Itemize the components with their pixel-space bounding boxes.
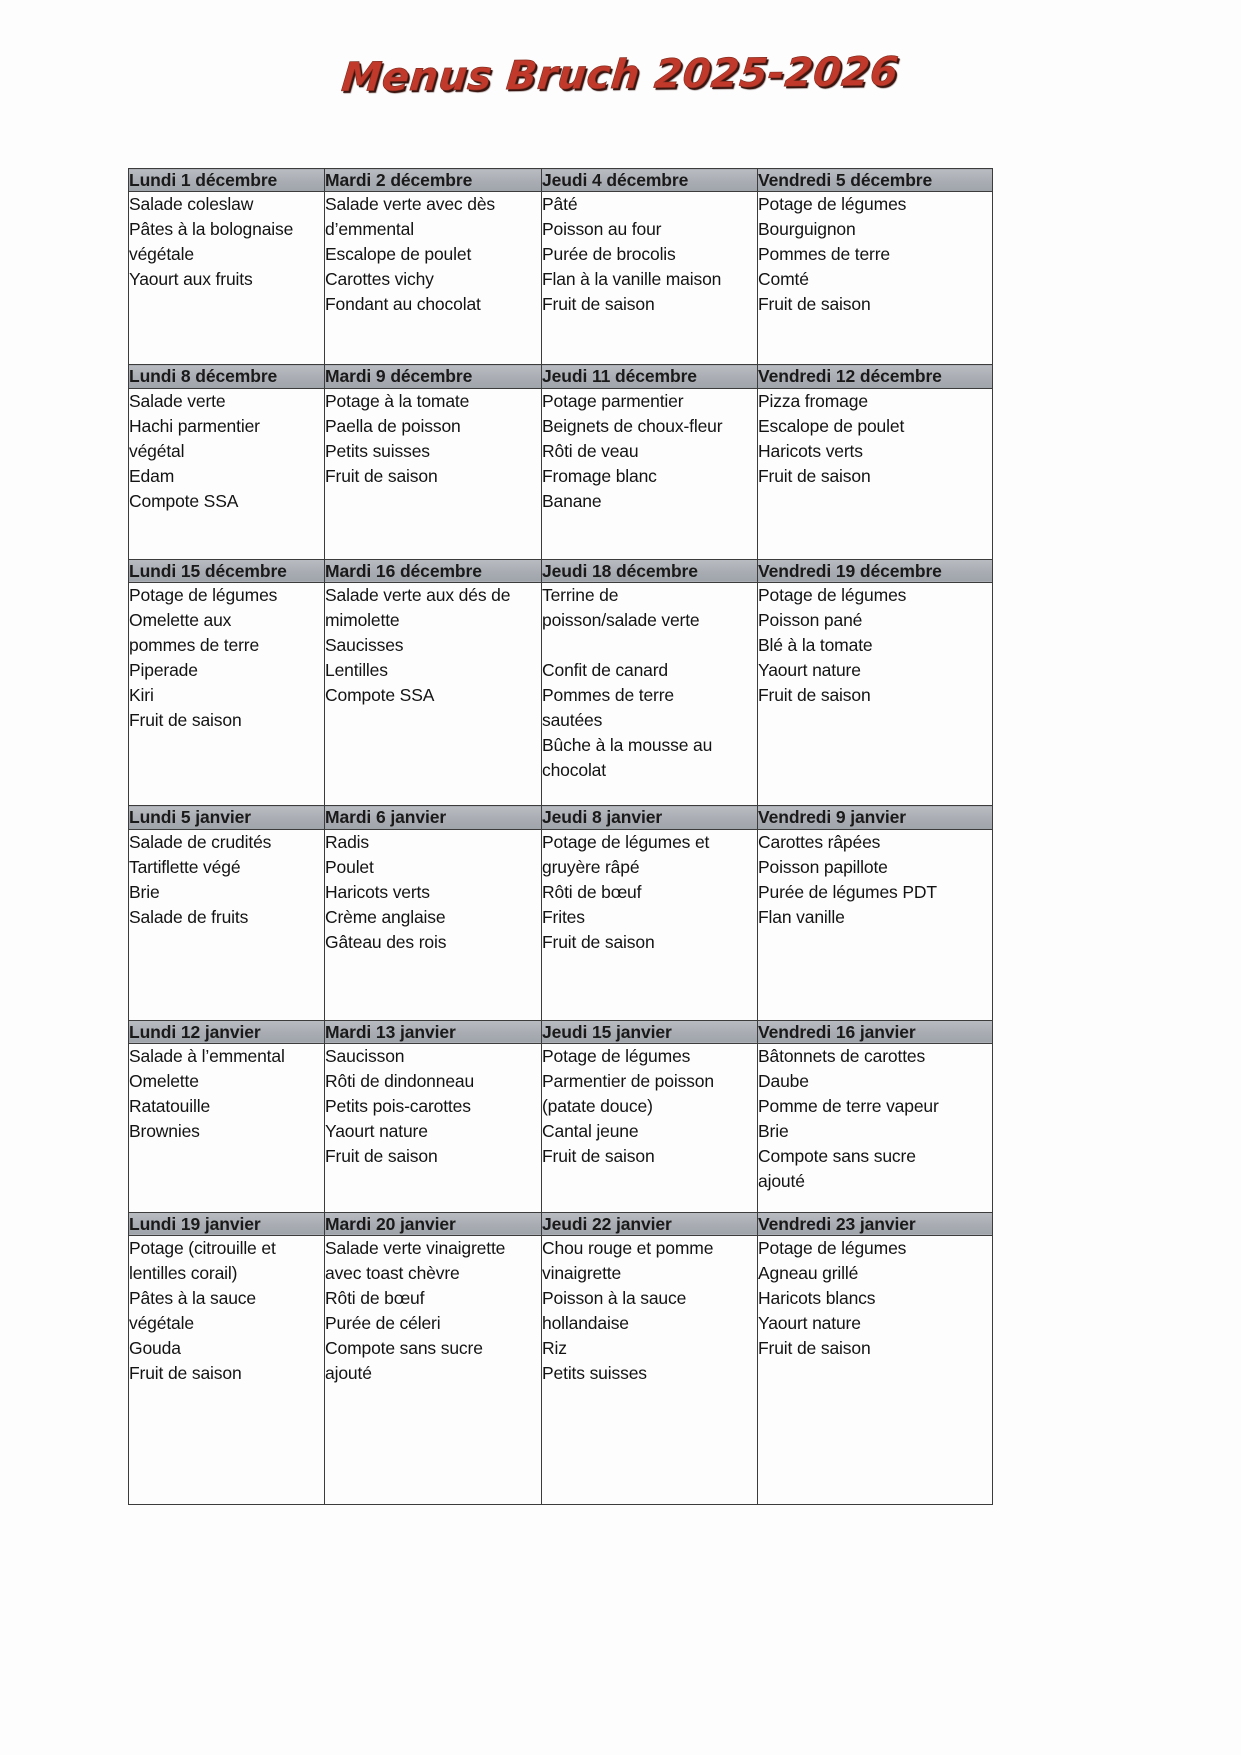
menu-item: Compote sans sucre: [325, 1338, 483, 1359]
menu-item: Agneau grillé: [758, 1263, 859, 1284]
day-menu-cell: [325, 583, 542, 806]
day-header-cell: [129, 559, 325, 582]
menu-item: Salade verte avec dès: [325, 194, 496, 215]
week-menu-row: [129, 1236, 993, 1505]
day-header-cell: [542, 806, 758, 829]
week-menu-row: [129, 192, 993, 365]
menu-item: Riz: [542, 1338, 567, 1359]
day-header-cell: [758, 1020, 993, 1043]
menu-item: Crème anglaise: [325, 906, 446, 927]
week-header-row: [129, 1020, 993, 1043]
day-header-cell: [129, 1212, 325, 1235]
menu-item: d’emmental: [325, 219, 414, 240]
day-header-cell: [325, 806, 542, 829]
menu-item: végétal: [129, 440, 185, 461]
menu-item: Salade de crudités: [129, 831, 272, 852]
menu-item: ajouté: [758, 1171, 805, 1192]
menu-item: Pizza fromage: [758, 390, 868, 411]
menu-item: Petits suisses: [542, 1363, 647, 1384]
day-header-label: Vendredi 19 décembre: [758, 560, 942, 581]
page-title: Menus Bruch 2025-2026: [339, 49, 902, 101]
menu-item: Salade de fruits: [129, 906, 249, 927]
menu-item: Brownies: [129, 1121, 200, 1141]
day-header-cell: [129, 365, 325, 388]
menu-item: Carottes râpées: [758, 831, 881, 852]
menu-item: Haricots blancs: [758, 1288, 876, 1309]
day-header-suffix: janvier: [395, 1213, 456, 1234]
week-header-row: [129, 365, 993, 388]
menu-item: Potage de légumes: [129, 585, 278, 606]
menu-item: Fruit de saison: [758, 1338, 871, 1359]
menu-item: Brie: [129, 881, 160, 902]
menu-item: Rôti de bœuf: [325, 1288, 425, 1309]
menu-item: Blé à la tomate: [758, 635, 873, 656]
day-header-label: Mardi 9 décembre: [325, 366, 473, 387]
day-header-label: Jeudi 8 janvier: [542, 807, 663, 828]
day-header-label: Jeudi 22 janvier: [542, 1213, 672, 1234]
menu-item: Saucisses: [325, 635, 404, 656]
day-menu-cell: [129, 829, 325, 1020]
day-header-date-number: 6: [375, 807, 386, 828]
menu-item: Petits pois-carottes: [325, 1095, 471, 1116]
day-header-cell: [758, 1212, 993, 1235]
day-header-cell: [542, 365, 758, 388]
week-menu-row: [129, 1043, 993, 1212]
day-header-cell: [758, 365, 993, 388]
menu-item: Kiri: [129, 685, 154, 706]
menu-item: Fruit de saison: [325, 1146, 438, 1167]
day-header-label: Vendredi 12 décembre: [758, 366, 942, 387]
day-header-cell: [758, 806, 993, 829]
day-header-cell: [758, 559, 993, 582]
menu-item: Potage de légumes: [758, 1238, 907, 1259]
menu-item: gruyère râpé: [542, 856, 640, 877]
week-menu-row: [129, 388, 993, 559]
menu-item: Haricots verts: [325, 881, 430, 902]
day-header-cell: [325, 1212, 542, 1235]
day-header-label: Jeudi 4 décembre: [542, 170, 689, 190]
menu-item: Fruit de saison: [758, 465, 871, 486]
menu-item: Tartiflette végé: [129, 856, 241, 877]
menu-item: Potage de légumes: [542, 1045, 691, 1066]
menu-item: Poisson papillote: [758, 856, 888, 877]
menu-table: [128, 168, 993, 1505]
menu-item: chocolat: [542, 760, 606, 781]
menu-item: Radis: [325, 831, 369, 852]
menu-item: Confit de canard: [542, 660, 669, 681]
day-menu-cell: [758, 583, 993, 806]
week-header-row: [129, 806, 993, 829]
day-menu-cell: [542, 192, 758, 365]
menu-item: Fondant au chocolat: [325, 294, 481, 315]
menu-spacer-line: [542, 633, 757, 658]
menu-item: Potage (citrouille et: [129, 1238, 276, 1259]
day-menu-cell: [542, 1236, 758, 1505]
menu-item: Salade verte: [129, 390, 226, 411]
day-header-label: Mardi 13 janvier: [325, 1021, 456, 1042]
day-menu-cell: [542, 1043, 758, 1212]
day-header-cell: [542, 1212, 758, 1235]
day-header-label: Jeudi 15 janvier: [542, 1021, 672, 1042]
menu-item: Yaourt nature: [325, 1121, 428, 1141]
day-header-label: Jeudi 18 décembre: [542, 560, 698, 581]
day-menu-cell: [129, 1236, 325, 1505]
menu-item: Banane: [542, 490, 602, 511]
menu-item: Fruit de saison: [758, 685, 871, 706]
day-menu-cell: [325, 1043, 542, 1212]
menu-item: Escalope de poulet: [758, 415, 905, 436]
menu-item: Brie: [758, 1121, 789, 1141]
menu-item: Fruit de saison: [542, 294, 655, 315]
menu-item: Pommes de terre: [542, 685, 674, 706]
menu-item: Fruit de saison: [758, 294, 871, 315]
day-menu-cell: [129, 192, 325, 365]
menu-item: Compote SSA: [129, 490, 239, 511]
menu-item: Rôti de bœuf: [542, 881, 642, 902]
day-menu-cell: [542, 829, 758, 1020]
menu-item: Saucisson: [325, 1045, 405, 1066]
day-header-cell: [542, 1020, 758, 1043]
menu-item: Salade verte vinaigrette: [325, 1238, 506, 1259]
day-menu-cell: [758, 192, 993, 365]
day-menu-cell: [325, 192, 542, 365]
menu-item: Potage de légumes et: [542, 831, 710, 852]
menu-item: Poisson pané: [758, 610, 863, 631]
menu-item: Rôti de veau: [542, 440, 639, 461]
menu-item: Flan à la vanille maison: [542, 269, 722, 290]
title-area: [0, 49, 1241, 101]
day-header-label: Lundi 15 décembre: [129, 560, 287, 581]
day-header-cell: [542, 169, 758, 192]
menu-item: pommes de terre: [129, 635, 260, 656]
menu-item: ajouté: [325, 1363, 372, 1384]
day-header-label: Lundi 12 janvier: [129, 1021, 261, 1042]
menu-item: Omelette: [129, 1070, 199, 1091]
menu-item: Pâtes à la bolognaise: [129, 219, 294, 240]
menu-item: Terrine de: [542, 585, 619, 606]
day-menu-cell: [758, 1043, 993, 1212]
day-header-label: Lundi 5 janvier: [129, 807, 251, 828]
day-header-cell: [325, 169, 542, 192]
menu-item: Rôti de dindonneau: [325, 1070, 475, 1091]
menu-item: Pâté: [542, 194, 578, 215]
menu-item: Pommes de terre: [758, 244, 890, 265]
menu-item: Bourguignon: [758, 219, 856, 240]
menu-item: Cantal jeune: [542, 1121, 639, 1141]
day-menu-cell: [542, 388, 758, 559]
day-header-label: Vendredi 9 janvier: [758, 807, 906, 828]
menu-item: Bûche à la mousse au: [542, 735, 713, 756]
menu-item: Compote SSA: [325, 685, 435, 706]
menu-item: Beignets de choux-fleur: [542, 415, 723, 436]
day-header-label: Vendredi 23 janvier: [758, 1213, 916, 1234]
menu-item: Edam: [129, 465, 175, 486]
day-menu-cell: [542, 583, 758, 806]
menu-item: lentilles corail): [129, 1263, 238, 1284]
week-header-row: [129, 169, 993, 192]
day-header-label: Lundi 19 janvier: [129, 1213, 261, 1234]
menu-item: Salade verte aux dés de: [325, 585, 511, 606]
menu-item: Chou rouge et pomme: [542, 1238, 714, 1259]
menu-item: vinaigrette: [542, 1263, 622, 1284]
day-header-cell: [129, 1020, 325, 1043]
menu-item: Parmentier de poisson: [542, 1070, 714, 1091]
day-menu-cell: [129, 1043, 325, 1212]
menu-item: Escalope de poulet: [325, 244, 472, 265]
menu-item: Fromage blanc: [542, 465, 657, 486]
menu-item: Fruit de saison: [542, 931, 655, 952]
day-header-cell: [325, 365, 542, 388]
day-menu-cell: [129, 388, 325, 559]
menu-item: Fruit de saison: [129, 1363, 242, 1384]
menu-item: (patate douce): [542, 1095, 653, 1116]
menu-item: Poisson au four: [542, 219, 662, 240]
day-menu-cell: [758, 1236, 993, 1505]
menu-item: Haricots verts: [758, 440, 863, 461]
week-header-row: [129, 1212, 993, 1235]
menu-item: Gouda: [129, 1338, 181, 1359]
menu-item: Salade coleslaw: [129, 194, 254, 215]
week-menu-row: [129, 583, 993, 806]
menu-item: Pomme de terre vapeur: [758, 1095, 939, 1116]
menu-item: Lentilles: [325, 660, 388, 681]
week-menu-row: [129, 829, 993, 1020]
day-header-label: Vendredi 5 décembre: [758, 170, 933, 190]
menu-item: Paella de poisson: [325, 415, 461, 436]
day-menu-cell: [325, 829, 542, 1020]
menu-item: Yaourt nature: [758, 660, 861, 681]
menu-item: Hachi parmentier: [129, 415, 260, 436]
day-header-label: Vendredi 16 janvier: [758, 1021, 916, 1042]
menu-item: Potage de légumes: [758, 585, 907, 606]
day-header-cell: [758, 169, 993, 192]
menu-item: Salade à l’emmental: [129, 1045, 285, 1066]
menu-item: sautées: [542, 710, 603, 731]
day-menu-cell: [758, 388, 993, 559]
menu-item: Purée de brocolis: [542, 244, 676, 265]
menu-item: Bâtonnets de carottes: [758, 1045, 926, 1066]
menu-item: Gâteau des rois: [325, 931, 447, 952]
day-header-label: Mardi 16 décembre: [325, 560, 482, 581]
day-menu-cell: [758, 829, 993, 1020]
menu-item: Daube: [758, 1070, 809, 1091]
menu-item: Potage à la tomate: [325, 390, 470, 411]
menu-item: Potage parmentier: [542, 390, 684, 411]
day-header-cell: [325, 1020, 542, 1043]
day-header-date-number: 20: [375, 1213, 396, 1234]
day-header-prefix: Mardi: [325, 807, 376, 828]
menu-item: Yaourt aux fruits: [129, 269, 253, 290]
day-header-label: Mardi 2 décembre: [325, 170, 473, 190]
menu-item: végétale: [129, 244, 194, 265]
menu-item: Fruit de saison: [542, 1146, 655, 1167]
menu-item: Fruit de saison: [129, 710, 242, 731]
day-menu-cell: [325, 388, 542, 559]
day-header-prefix: Mardi: [325, 1213, 376, 1234]
menu-item: Frites: [542, 906, 585, 927]
day-header-label: Jeudi 11 décembre: [542, 366, 697, 387]
menu-item: Potage de légumes: [758, 194, 907, 215]
menu-item: Flan vanille: [758, 906, 845, 927]
menu-item: mimolette: [325, 610, 400, 631]
menu-item: Ratatouille: [129, 1095, 211, 1116]
menu-item: Poisson à la sauce: [542, 1288, 687, 1309]
menu-item: végétale: [129, 1313, 194, 1334]
menu-item: Piperade: [129, 660, 198, 681]
menu-item: Compote sans sucre: [758, 1146, 916, 1167]
menu-item: Carottes vichy: [325, 269, 434, 290]
menu-item: Purée de céleri: [325, 1313, 441, 1334]
menu-item: Yaourt nature: [758, 1313, 861, 1334]
menu-item: Omelette aux: [129, 610, 232, 631]
menu-item: Pâtes à la sauce: [129, 1288, 256, 1309]
day-header-cell: [129, 169, 325, 192]
menu-item: Fruit de saison: [325, 465, 438, 486]
menu-item: Petits suisses: [325, 440, 430, 461]
day-header-cell: [542, 559, 758, 582]
menu-item: poisson/salade verte: [542, 610, 700, 631]
menu-item: Purée de légumes PDT: [758, 881, 937, 902]
day-menu-cell: [325, 1236, 542, 1505]
day-header-suffix: janvier: [385, 807, 447, 828]
menu-item: hollandaise: [542, 1313, 629, 1334]
day-header-cell: [325, 559, 542, 582]
day-header-cell: [129, 806, 325, 829]
menu-item: Comté: [758, 269, 809, 290]
week-header-row: [129, 559, 993, 582]
day-header-label: Lundi 8 décembre: [129, 366, 278, 387]
day-header-label: Lundi 1 décembre: [129, 170, 278, 190]
day-menu-cell: [129, 583, 325, 806]
menu-item: Poulet: [325, 856, 374, 877]
menu-item: avec toast chèvre: [325, 1263, 460, 1284]
